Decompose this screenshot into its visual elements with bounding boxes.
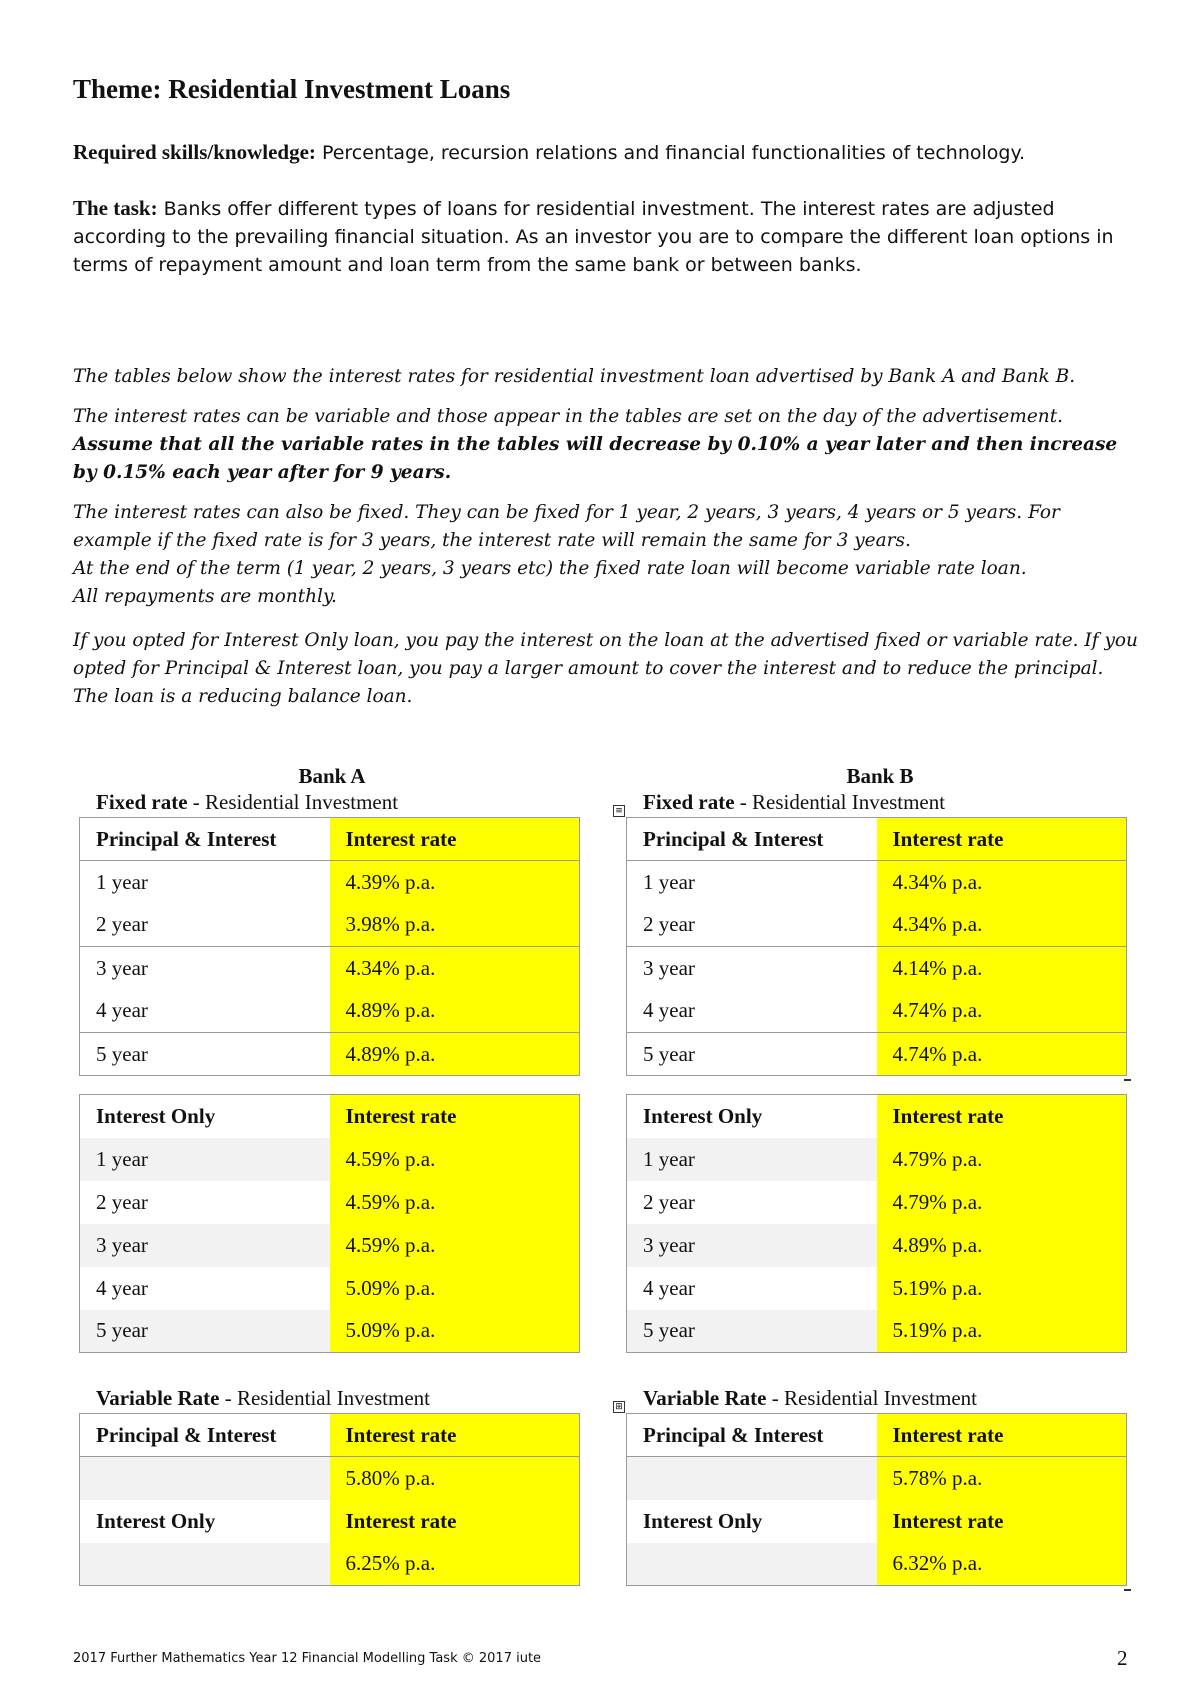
pi-header: Principal & Interest [627,818,877,861]
rate-header: Interest rate [877,1500,1127,1543]
table-row [80,904,580,947]
term-cell: 2 year [80,1181,330,1224]
rate-cell: 4.79% p.a. [877,1181,1127,1224]
skills-text: Percentage, recursion relations and financial functionalities of technology. [315,142,1026,164]
page-number: 2 [1117,1646,1128,1670]
term-cell: 4 year [627,990,877,1033]
rate-cell: 5.78% p.a. [877,1457,1127,1500]
table-end-marker [1124,1079,1131,1081]
table-row [627,1267,1127,1310]
term-cell: 3 year [80,947,330,990]
term-cell: 2 year [627,904,877,947]
io-header: Interest Only [627,1500,877,1543]
bank-b-variable-table [626,1413,1127,1586]
rate-cell: 4.59% p.a. [330,1138,580,1181]
rate-cell: 4.59% p.a. [330,1224,580,1267]
rate-cell: 4.34% p.a. [330,947,580,990]
table-row [80,990,580,1033]
rate-header: Interest rate [877,1414,1127,1457]
table-row [80,1310,580,1353]
table-row [627,904,1127,947]
rate-cell: 5.09% p.a. [330,1310,580,1353]
term-cell: 3 year [627,1224,877,1267]
empty-cell [627,1543,877,1586]
table-row [80,1224,580,1267]
term-cell: 5 year [80,1033,330,1076]
term-cell: 5 year [627,1033,877,1076]
table-row [80,1267,580,1310]
term-cell: 4 year [80,990,330,1033]
table-row [627,1033,1127,1076]
io-header: Interest Only [80,1095,330,1138]
rate-cell: 4.39% p.a. [330,861,580,904]
bank-a-fixed-pi-table [79,817,580,1076]
table-row [80,861,580,904]
info-variable-rates [73,403,1143,487]
fixed-label: Fixed rate [643,790,735,814]
rate-header: Interest rate [877,818,1127,861]
term-cell: 5 year [80,1310,330,1353]
empty-cell [627,1457,877,1500]
rate-cell: 4.79% p.a. [877,1138,1127,1181]
bank-a-variable-table [79,1413,580,1586]
table-row [627,1457,1127,1500]
rate-cell: 4.89% p.a. [330,990,580,1033]
table-row [80,1033,580,1076]
table-row [80,1181,580,1224]
rate-cell: 4.89% p.a. [877,1224,1127,1267]
rate-cell: 4.74% p.a. [877,990,1127,1033]
rate-header: Interest rate [330,1414,580,1457]
bank-b-fixed-heading [643,789,945,815]
table-row [627,1543,1127,1586]
table-move-handle-icon[interactable]: ≡ [613,805,625,817]
page-footer: 2017 Further Mathematics Year 12 Financial Modelling Task © 2017 iute [73,1651,542,1666]
rate-cell: 4.89% p.a. [330,1033,580,1076]
repayments-monthly: All repayments are monthly. [73,586,337,607]
table-row [627,947,1127,990]
rate-cell: 6.25% p.a. [330,1543,580,1586]
rate-cell: 5.19% p.a. [877,1267,1127,1310]
bank-a-fixed-heading [96,789,398,815]
term-cell: 2 year [80,904,330,947]
rate-cell: 4.74% p.a. [877,1033,1127,1076]
task-label: The task: [73,196,158,220]
bank-b-fixed-io-table [626,1094,1127,1353]
skills-label: Required skills/knowledge: [73,140,316,164]
bank-b-fixed-pi-table [626,817,1127,1076]
rate-cell: 4.34% p.a. [877,904,1127,947]
term-cell: 3 year [627,947,877,990]
variable-rates-text: The interest rates can be variable and those appear in the tables are set on the day of the advertisement. [73,406,1064,427]
rate-header: Interest rate [330,1095,580,1138]
io-header: Interest Only [80,1500,330,1543]
rate-cell: 3.98% p.a. [330,904,580,947]
variable-label: Variable Rate [96,1386,220,1410]
required-skills [73,138,1133,167]
table-row [627,1138,1127,1181]
variable-label-rest: - Residential Investment [219,1386,431,1410]
empty-cell [80,1457,330,1500]
table-row [627,861,1127,904]
bank-b-title: Bank B [846,764,914,788]
empty-cell [80,1543,330,1586]
fixed-rates-end-term: At the end of the term (1 year, 2 years, 3 years etc) the fixed rate loan will become variable rate loan. [73,558,1027,579]
bank-a-variable-heading [96,1385,430,1411]
table-row [627,1224,1127,1267]
info-tables-intro: The tables below show the interest rates for residential investment loan advertised by Bank A and Bank B. [73,366,1076,387]
bank-a-title: Bank A [298,764,366,788]
term-cell: 1 year [627,1138,877,1181]
rate-cell: 5.09% p.a. [330,1267,580,1310]
info-loan-types: If you opted for Interest Only loan, you pay the interest on the loan at the advertised fixed or variable rate. If you opted for Principal & Interest loan, you pay a larger amount to cover the interest and to reduce the principal. The loan is a reducing balance loan. [73,630,1138,707]
term-cell: 4 year [80,1267,330,1310]
fixed-label-rest: - Residential Investment [734,790,946,814]
variable-label-rest: - Residential Investment [766,1386,978,1410]
pi-header: Principal & Interest [80,818,330,861]
table-row [627,1500,1127,1543]
table-move-handle-icon[interactable]: ⊞ [613,1401,625,1413]
table-row [627,990,1127,1033]
term-cell: 2 year [627,1181,877,1224]
rate-header: Interest rate [330,818,580,861]
rate-cell: 6.32% p.a. [877,1543,1127,1586]
pi-header: Principal & Interest [80,1414,330,1457]
task-description [73,194,1133,279]
variable-rates-assumption: Assume that all the variable rates in the tables will decrease by 0.10% a year later and then increase by 0.15% each year after for 9 years. [73,434,1118,483]
page-title: Theme: Residential Investment Loans [73,74,511,104]
pi-header: Principal & Interest [627,1414,877,1457]
rate-cell: 5.19% p.a. [877,1310,1127,1353]
rate-header: Interest rate [877,1095,1127,1138]
task-text: Banks offer different types of loans for residential investment. The interest rates are adjusted according to the prevailing financial situation. As an investor you are to compare the different loan options in terms of repayment amount and loan term from the same bank or between banks. [73,198,1114,276]
rate-cell: 5.80% p.a. [330,1457,580,1500]
table-row [80,1457,580,1500]
io-header: Interest Only [627,1095,877,1138]
rate-cell: 4.34% p.a. [877,861,1127,904]
fixed-label: Fixed rate [96,790,188,814]
term-cell: 1 year [80,861,330,904]
bank-b-variable-heading [643,1385,977,1411]
table-row [80,1138,580,1181]
rate-cell: 4.14% p.a. [877,947,1127,990]
term-cell: 4 year [627,1267,877,1310]
term-cell: 5 year [627,1310,877,1353]
table-row [80,947,580,990]
rate-header: Interest rate [330,1500,580,1543]
fixed-label-rest: - Residential Investment [187,790,399,814]
term-cell: 3 year [80,1224,330,1267]
fixed-rates-text: The interest rates can also be fixed. They can be fixed for 1 year, 2 years, 3 years, 4 years or 5 years. For example if the fixed rate is for 3 years, the interest rate will remain the same for 3 years. [73,502,1060,551]
table-row [627,1310,1127,1353]
table-row [80,1500,580,1543]
variable-label: Variable Rate [643,1386,767,1410]
table-row [627,1181,1127,1224]
term-cell: 1 year [80,1138,330,1181]
info-fixed-rates [73,499,1143,611]
rate-cell: 4.59% p.a. [330,1181,580,1224]
table-end-marker [1124,1589,1131,1591]
term-cell: 1 year [627,861,877,904]
table-row [80,1543,580,1586]
bank-a-fixed-io-table [79,1094,580,1353]
